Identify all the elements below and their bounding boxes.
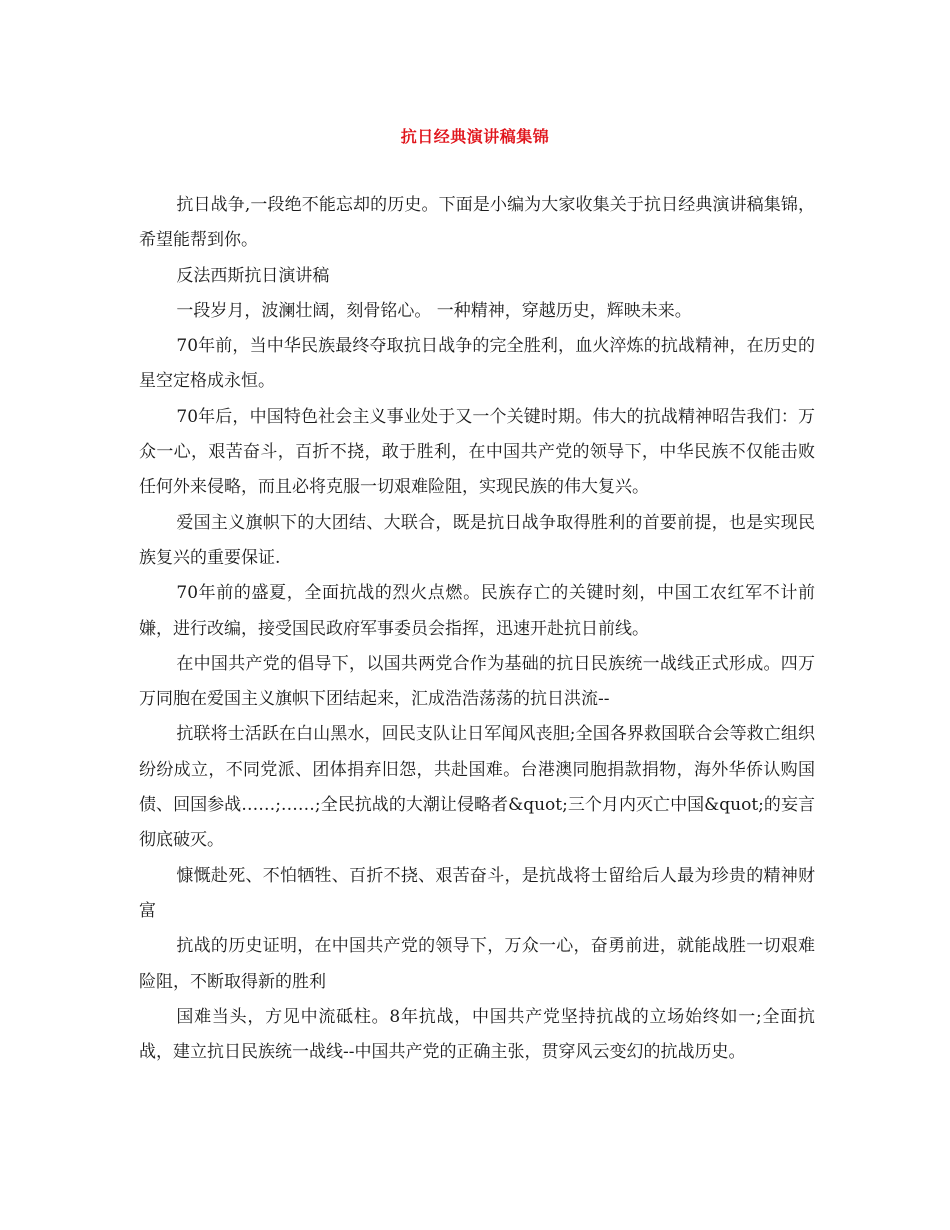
paragraph: 70年后，中国特色社会主义事业处于又一个关键时期。伟大的抗战精神昭告我们：万众一心，艰苦奋斗，百折不挠，敢于胜利，在中国共产党的领导下，中华民族不仅能击败任何外来侵略，而且必将克服一切艰难险阻，实现民族的伟大复兴。 — [139, 406, 815, 498]
paragraph: 70年前的盛夏，全面抗战的烈火点燃。民族存亡的关键时刻，中国工农红军不计前嫌，进行改编，接受国民政府军事委员会指挥，迅速开赴抗日前线。 — [139, 583, 815, 639]
paragraph: 抗战的历史证明，在中国共产党的领导下，万众一心，奋勇前进，就能战胜一切艰难险阻，不断取得新的胜利 — [139, 936, 815, 992]
paragraph: 一段岁月，波澜壮阔，刻骨铭心。 一种精神，穿越历史，辉映未来。 — [176, 300, 692, 321]
paragraph: 国难当头，方见中流砥柱。8年抗战，中国共产党坚持抗战的立场始终如一;全面抗战，建立抗日民族统一战线--中国共产党的正确主张，贯穿风云变幻的抗战历史。 — [139, 1006, 815, 1063]
paragraph: 爱国主义旗帜下的大团结、大联合，既是抗日战争取得胜利的首要前提，也是实现民族复兴的重要保证. — [139, 512, 815, 568]
paragraph: 在中国共产党的倡导下，以国共两党合作为基础的抗日民族统一战线正式形成。四万万同胞在爱国主义旗帜下团结起来，汇成浩浩荡荡的抗日洪流-- — [139, 653, 815, 710]
paragraph-subheading: 反法西斯抗日演讲稿 — [176, 265, 330, 286]
paragraph-intro: 抗日战争,一段绝不能忘却的历史。下面是小编为大家收集关于抗日经典演讲稿集锦，希望能帮到你。 — [139, 195, 815, 251]
document-title: 抗日经典演讲稿集锦 — [400, 127, 550, 146]
paragraph: 慷慨赴死、不怕牺牲、百折不挠、艰苦奋斗，是抗战将士留给后人最为珍贵的精神财富 — [139, 865, 815, 921]
paragraph: 抗联将士活跃在白山黑水，回民支队让日军闻风丧胆;全国各界救国联合会等救亡组织纷纷成立，不同党派、团体捐弃旧怨，共赴国难。台港澳同胞捐款捐物，海外华侨认购国债、回国参战……;……;全民抗战的大潮让侵略者&quot;三个月内灭亡中国&quot;的妄言彻底破灭。 — [139, 724, 815, 851]
document-body — [139, 188, 815, 1070]
paragraph: 70年前，当中华民族最终夺取抗日战争的完全胜利，血火淬炼的抗战精神，在历史的星空定格成永恒。 — [139, 336, 815, 392]
